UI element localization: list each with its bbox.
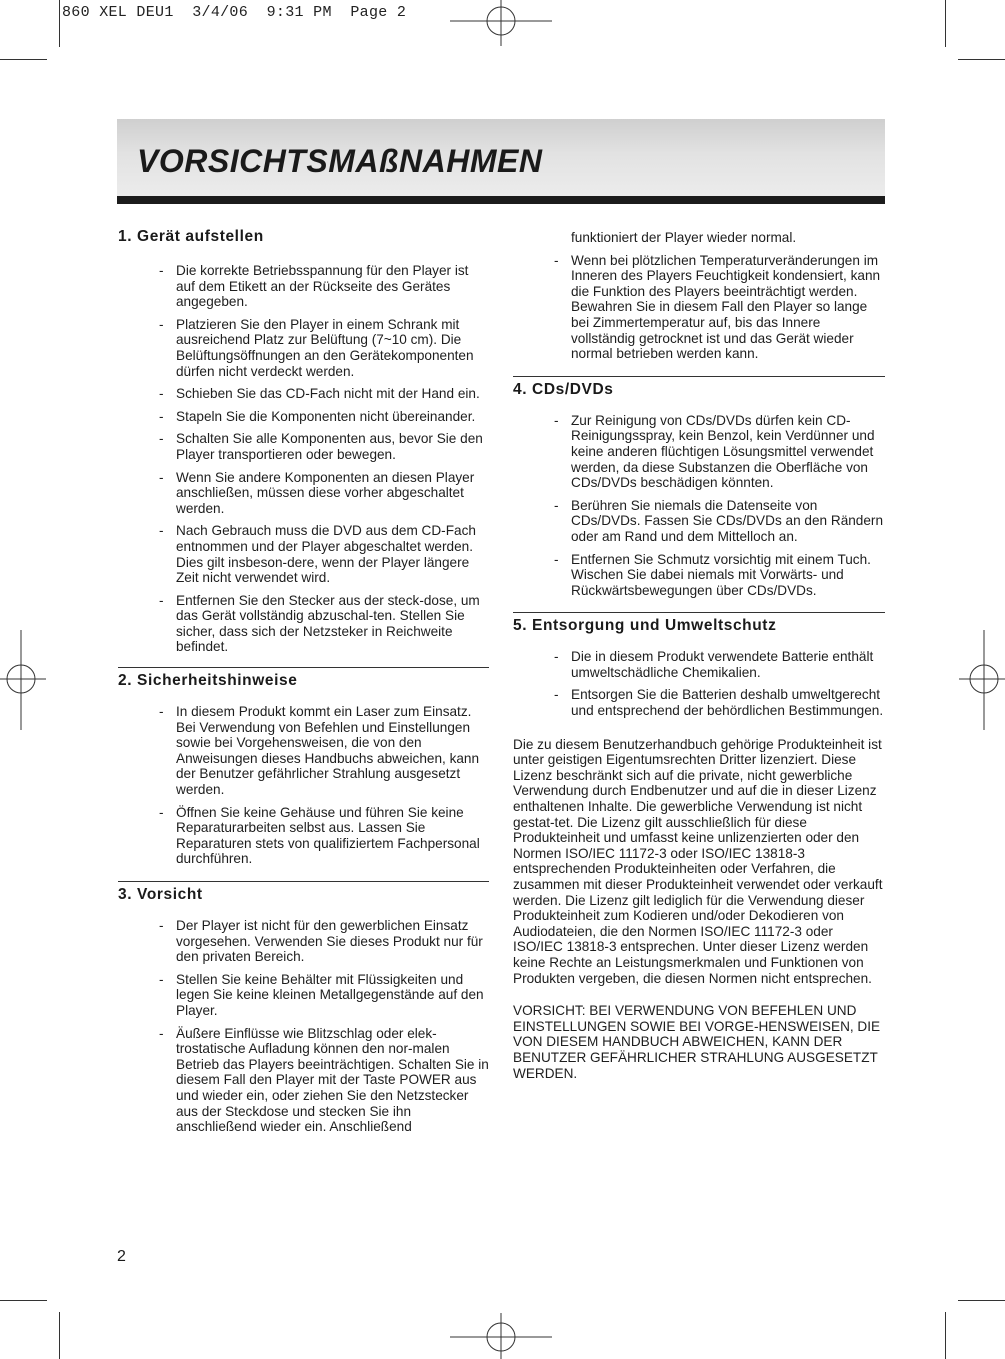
- crop-mark: [59, 0, 60, 47]
- list-item: - Stapeln Sie die Komponenten nicht übereinander.: [159, 408, 476, 424]
- registration-mark-icon: [959, 630, 1005, 730]
- registration-mark-icon: [450, 1313, 552, 1359]
- section-title: 2. Sicherheitshinweise: [118, 672, 298, 690]
- list-item: - Schieben Sie das CD-Fach nicht mit der Hand ein.: [159, 386, 480, 402]
- left-column: [118, 222, 489, 1142]
- continued-text: funktioniert der Player wieder normal.: [571, 230, 797, 245]
- section-caution: [118, 881, 489, 1135]
- list-item: - Platzieren Sie den Player in einem Schrank mit ausreichend Platz zur Belüftung (7~10 cm). Die Belüftungsöffnungen an den Gerätekomponenten dürfen nicht verdeckt werden.: [159, 316, 474, 379]
- list-item: - Entfernen Sie den Stecker aus der steck-dose, um das Gerät vollständig abzuschal-ten. Stellen Sie sicher, dass sich der Netzsteker in Reichweite befindet.: [159, 592, 480, 655]
- list-item: - Öffnen Sie keine Gehäuse und führen Sie keine Reparaturarbeiten selbst aus. Lassen Sie Reparaturen stets von qualifiziertem Fachpersonal durchführen.: [159, 804, 480, 867]
- section-safety: [118, 667, 489, 867]
- print-slug: 860 XEL DEU1 3/4/06 9:31 PM Page 2: [62, 4, 407, 21]
- crop-mark: [958, 59, 1005, 60]
- crop-mark: [59, 1312, 60, 1359]
- page-title: VORSICHTSMAßNAHMEN: [137, 143, 543, 179]
- list-item: - Die korrekte Betriebsspannung für den Player ist auf dem Etikett an der Rückseite des Gerätes angegeben.: [159, 263, 469, 310]
- crop-mark: [0, 1300, 47, 1301]
- list-item: - Stellen Sie keine Behälter mit Flüssigkeiten und legen Sie keine kleinen Metallgegenstände auf den Player.: [159, 971, 484, 1018]
- registration-mark-icon: [450, 0, 552, 46]
- page-number: 2: [117, 1248, 126, 1265]
- section-setup: [118, 228, 489, 655]
- list-item: - In diesem Produkt kommt ein Laser zum Einsatz. Bei Verwendung von Befehlen und Einstellungen sowie bei Vorgehensweisen, die von den Anweisungen dieses Handbuchs abweichen, kann der Benutzer gefährlicher Strahlung ausgesetzt werden.: [159, 704, 480, 798]
- registration-mark-icon: [0, 630, 46, 730]
- title-underline: [117, 196, 885, 204]
- license-notice: Die zu diesem Benutzerhandbuch gehörige Produkteinheit ist unter geistigen Eigentumsrechten Dritter lizenziert. Diese Lizenz beschränkt sich auf die private, nicht gewerbliche Verwendung durch Endbenutzer und auf die in dieser Lizenz enthaltenen Inhalte. Die gewerbliche Verwendung ist nicht gestat-tet. Die Lizenz gilt ausschließlich für diese Produkteinheit und umfasst keine unlizenzierten oder den Normen ISO/IEC 11172-3 oder ISO/IEC 13818-3 entsprechenden Produkteinheiten oder Verfahren, die zusammen mit dieser Produkteinheit verwendet oder verkauft werden. Die Lizenz gilt lediglich für die Verwendung dieser Produkteinheit zum Kodieren und/oder Dekodieren von Audiodateien, die den Normen ISO/IEC 11172-3 oder ISO/IEC 13818-3 entsprechen. Unter dieser Lizenz werden keine Rechte an Leistungsmerkmalen und Funktionen von Produkten vergeben, die diesen Normen nicht entsprechen.: [513, 736, 883, 986]
- list-item: - Äußere Einflüsse wie Blitzschlag oder elek-trostatische Aufladung können den nor-malen Betrieb das Players beeinträchtigen. Schalten Sie in diesem Fall den Player mit der Taste POWER aus und wieder ein, oder ziehen Sie den Netzstecker aus der Steckdose und stecken Sie ihn anschließend wieder ein. Anschließend: [159, 1025, 489, 1135]
- list-item: - Die in diesem Produkt verwendete Batterie enthält umweltschädliche Chemikalien.: [554, 649, 874, 680]
- list-item: - Entsorgen Sie die Batterien deshalb umweltgerecht und entsprechend der behördlichen Bestimmungen.: [554, 687, 884, 719]
- crop-mark: [945, 0, 946, 47]
- section-title: 4. CDs/DVDs: [513, 380, 614, 398]
- right-column: [513, 222, 885, 1081]
- list-item: - Zur Reinigung von CDs/DVDs dürfen kein CD-Reinigungsspray, kein Benzol, kein Verdünner und keine anderen flüchtigen Lösungsmittel verwendet werden, da diese Substanzen die Oberfläche von CDs/DVDs beschädigen könnten.: [554, 412, 875, 491]
- list-item: - Berühren Sie niemals die Datenseite von CDs/DVDs. Fassen Sie CDs/DVDs an den Rändern oder am Rand und dem Mittelloch an.: [554, 497, 884, 544]
- list-item: - Wenn bei plötzlichen Temperaturveränderungen im Inneren des Players Feuchtigkeit kondensiert, kann die Funktion des Players beeinträchtigt werden. Bewahren Sie in diesem Fall den Player so lange bei Zimmertemperatur auf, bis das Innere vollständig getrocknet ist und das Gerät wieder normal betrieben werden kann.: [554, 252, 881, 362]
- list-item: - Schalten Sie alle Komponenten aus, bevor Sie den Player transportieren oder bewegen.: [159, 431, 483, 462]
- crop-mark: [0, 59, 47, 60]
- section-discs: [513, 376, 885, 599]
- warning-notice: VORSICHT: BEI VERWENDUNG VON BEFEHLEN UND EINSTELLUNGEN SOWIE BEI VORGE-HENSWEISEN, DIE VON DIESEM HANDBUCH ABWEICHEN, KANN DER BENUTZER GEFÄHRLICHER STRAHLUNG AUSGESETZT WERDEN.: [513, 1003, 881, 1081]
- section-title: 3. Vorsicht: [118, 886, 203, 903]
- section-disposal: [513, 612, 885, 718]
- list-item: - Nach Gebrauch muss die DVD aus dem CD-Fach entnommen und der Player abgeschaltet werden. Dies gilt insbeson-dere, wenn der Player längere Zeit nicht verwendet wird.: [159, 523, 476, 586]
- crop-mark: [958, 1300, 1005, 1301]
- list-item: - Entfernen Sie Schmutz vorsichtig mit einem Tuch. Wischen Sie dabei niemals mit Vorwärts- und Rückwärtsbewegungen über CDs/DVDs.: [554, 551, 871, 598]
- list-item: - Wenn Sie andere Komponenten an diesen Player anschließen, müssen diese vorher abgeschaltet werden.: [159, 469, 475, 516]
- section-title: 1. Gerät aufstellen: [118, 228, 264, 245]
- list-item: - Der Player ist nicht für den gewerblichen Einsatz vorgesehen. Verwenden Sie dieses Produkt nur für den privaten Bereich.: [159, 918, 483, 965]
- crop-mark: [945, 1312, 946, 1359]
- section-title: 5. Entsorgung und Umweltschutz: [513, 617, 777, 635]
- title-banner: [117, 119, 885, 196]
